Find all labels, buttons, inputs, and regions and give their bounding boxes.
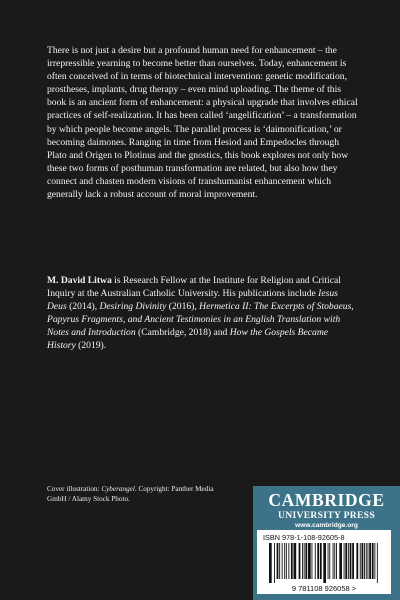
publication-title: How the Gospels Became History (47, 327, 329, 352)
barcode-stripe (305, 543, 307, 579)
credit-artwork-title: Cyberangel (101, 485, 135, 493)
author-name: M. David Litwa (47, 275, 112, 286)
credit-suffix: . Copyright: Panther Media GmbH / Alamy Stock Photo. (47, 485, 214, 503)
barcode-stripe (302, 543, 303, 579)
bio-text: (2016), (166, 301, 200, 313)
book-blurb: There is not just a desire but a profound human need for enhancement – the irrepressible yearning to become better than ourselves. Today, enhancement is often conceived of in terms of biotechnical intervention: genetic modification, prostheses, implants, drug therapy – even mind uploading. The theme of this book is an ancient form of enhancement: a physical upgrade that involves ethical practices of self-realization. It has been called ‘angelification’ – a transformation by which people become angels. The parallel process is ‘daimonification,’ or becoming daimones. Ranging in time from Hesiod and Empedocles through Plato and Origen to Plotinus and the gnostics, this book explores not only how these two forms of posthuman transformation are related, but also how they connect and chasten modern visions of transhumanist enhancement which generally lack a robust account of moral improvement. (47, 45, 358, 201)
barcode-stripe (277, 543, 279, 579)
barcode-stripe (269, 543, 272, 583)
cover-credit (47, 484, 222, 504)
barcode-stripe (356, 543, 358, 579)
isbn-barcode-box (257, 530, 391, 594)
publisher-press: UNIVERSITY PRESS (278, 510, 375, 521)
publication-title: Desiring Divinity (99, 301, 167, 313)
barcode-stripe (345, 543, 347, 579)
barcode-stripe (320, 543, 322, 579)
barcode-stripe (282, 543, 283, 579)
barcode-stripe (362, 543, 364, 579)
barcode-stripe (312, 543, 313, 579)
barcode-stripe (291, 543, 293, 579)
barcode-stripe (339, 543, 342, 579)
bio-text: (2014), (66, 301, 100, 313)
isbn-label: ISBN 978-1-108-92605-8 (263, 533, 345, 542)
barcode-stripe (329, 543, 330, 579)
bio-text: (Cambridge, 2018) and (135, 327, 230, 339)
barcode-stripe (360, 543, 361, 579)
barcode-stripe (364, 543, 365, 579)
barcode-stripe (317, 543, 319, 579)
barcode-stripe (308, 543, 311, 579)
publisher-url: www.cambridge.org (295, 522, 358, 529)
barcode-stripe (368, 543, 369, 579)
barcode-stripe (328, 543, 329, 579)
barcode-stripe (274, 543, 275, 583)
barcode-stripe (294, 543, 297, 579)
publication-title: Hermetica II: The Excerpts of Stobaeus, Papyrus Fragments, and Ancient Testimonies in an English Translation with Notes and Introduction (47, 301, 354, 339)
barcode-stripe (352, 543, 354, 579)
barcode-digits: 9 781108 926058 > (291, 584, 357, 593)
bio-text: is Research Fellow at the Institute for Religion and Critical Inquiry at the Australian Catholic University. His publications include (47, 275, 341, 300)
barcode-stripe (299, 543, 301, 579)
barcode-stripe (334, 543, 335, 579)
barcode-stripe (333, 543, 334, 579)
publisher-name: CAMBRIDGE (268, 490, 385, 510)
author-bio (47, 274, 359, 353)
barcode-stripe (377, 543, 378, 583)
barcode-stripe (344, 543, 345, 579)
publication-title: Iesus Deus (47, 288, 338, 313)
barcode-stripe (288, 543, 289, 579)
bio-text: (2019). (75, 340, 107, 352)
barcode-stripe (374, 543, 375, 579)
barcode-stripe (350, 543, 352, 579)
barcode-stripe (323, 543, 326, 583)
barcode-stripe (372, 543, 374, 579)
barcode-stripe (336, 543, 337, 579)
barcode-stripe (348, 543, 349, 579)
barcode-icon (257, 542, 391, 594)
barcode-stripe (279, 543, 280, 579)
barcode-stripe (286, 543, 287, 579)
credit-prefix: Cover illustration: (47, 485, 102, 493)
barcode-stripe (315, 543, 316, 579)
barcode-stripe (304, 543, 305, 579)
barcode-stripe (369, 543, 371, 579)
barcode-stripe (284, 543, 285, 579)
barcode-stripe (366, 543, 367, 579)
